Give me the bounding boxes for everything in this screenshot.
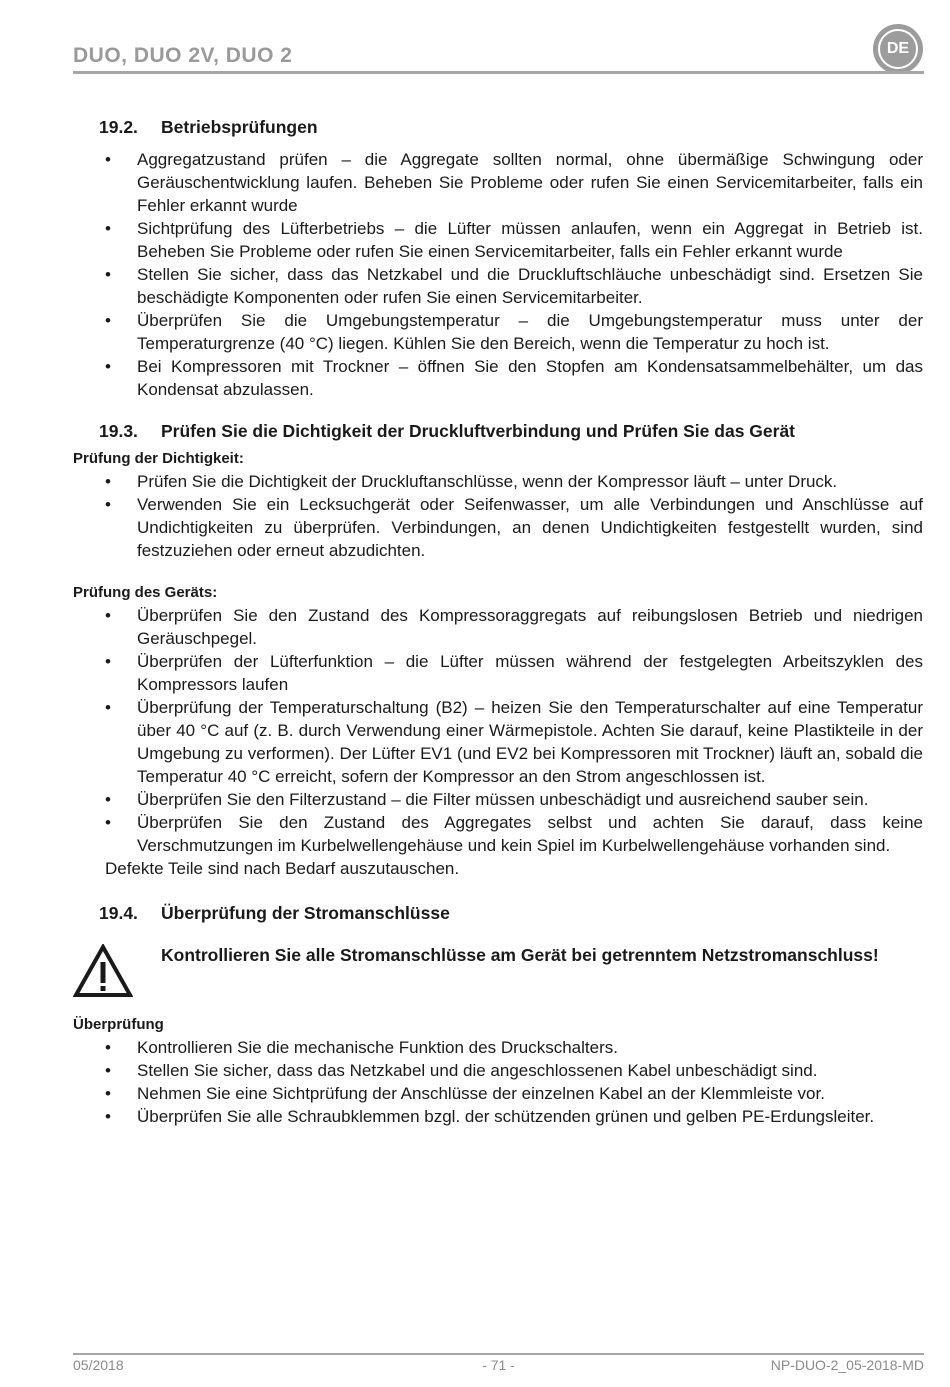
section-heading-19-4 bbox=[73, 900, 923, 926]
list-item: • Überprüfen Sie den Zustand des Kompressoraggregats auf reibungslosen Betrieb und niedrigen Geräuschpegel. bbox=[105, 606, 923, 648]
list-item: • Überprüfen Sie den Filterzustand – die Filter müssen unbeschädigt und ausreichend sauber sein. bbox=[105, 790, 869, 809]
bullet-icon: • bbox=[105, 652, 111, 671]
bullet-icon: • bbox=[105, 698, 111, 717]
list-item: • Aggregatzustand prüfen – die Aggregate sollten normal, ohne übermäßige Schwingung oder Geräuschentwicklung laufen. Beheben Sie Probleme oder rufen Sie einen Servicemitarbeiter, falls ein Fehler erkannt wurde bbox=[105, 150, 923, 215]
bullet-icon: • bbox=[105, 472, 111, 491]
subheading-check: Überprüfung bbox=[73, 1016, 164, 1033]
header-divider bbox=[73, 71, 924, 74]
footer-date: 05/2018 bbox=[73, 1357, 124, 1373]
list-item: • Überprüfen der Lüfterfunktion – die Lüfter müssen während der festgelegten Arbeitszyklen des Kompressors laufen bbox=[105, 652, 923, 694]
warning-box bbox=[73, 944, 923, 1014]
list-item: • Bei Kompressoren mit Trockner – öffnen Sie den Stopfen am Kondensatsammelbehälter, um das Kondensat abzulassen. bbox=[105, 357, 923, 399]
document-id: NP-DUO-2_05-2018-MD bbox=[770, 1357, 924, 1373]
bullet-list-leak-test bbox=[73, 470, 923, 562]
page-number: - 71 - bbox=[482, 1357, 515, 1373]
bullet-icon: • bbox=[105, 219, 111, 238]
bullet-list-device-test bbox=[73, 604, 923, 857]
section-number: 19.2. bbox=[99, 117, 138, 137]
replacement-note: Defekte Teile sind nach Bedarf auszutauschen. bbox=[105, 859, 460, 878]
bullet-icon: • bbox=[105, 606, 111, 625]
header-title: DUO, DUO 2V, DUO 2 bbox=[73, 44, 293, 67]
list-item: • Sichtprüfung des Lüfterbetriebs – die Lüfter müssen anlaufen, wenn ein Aggregat in Betrieb ist. Beheben Sie Probleme oder rufen Sie einen Servicemitarbeiter, falls ein Fehler erkannt wurde bbox=[105, 219, 923, 261]
bullet-icon: • bbox=[105, 790, 111, 809]
footer-divider bbox=[73, 1353, 924, 1355]
bullet-list-19-4 bbox=[73, 1036, 923, 1128]
bullet-icon: • bbox=[105, 311, 111, 330]
bullet-list-19-2 bbox=[73, 148, 923, 401]
bullet-icon: • bbox=[105, 1107, 111, 1126]
bullet-icon: • bbox=[105, 495, 111, 514]
section-heading-19-3 bbox=[73, 418, 923, 444]
language-badge-label: DE bbox=[878, 29, 918, 69]
list-item: • Stellen Sie sicher, dass das Netzkabel und die angeschlossenen Kabel unbeschädigt sind. bbox=[105, 1061, 818, 1080]
section-title: Betriebsprüfungen bbox=[161, 117, 318, 137]
page-content bbox=[73, 114, 923, 1128]
subheading-leak-test: Prüfung der Dichtigkeit: bbox=[73, 450, 244, 467]
bullet-icon: • bbox=[105, 265, 111, 284]
language-badge-icon bbox=[873, 24, 923, 74]
bullet-icon: • bbox=[105, 1084, 111, 1103]
section-title: Überprüfung der Stromanschlüsse bbox=[161, 903, 450, 923]
list-item: • Prüfen Sie die Dichtigkeit der Druckluftanschlüsse, wenn der Kompressor läuft – unter Druck. bbox=[105, 472, 838, 491]
bullet-icon: • bbox=[105, 150, 111, 169]
section-number: 19.3. bbox=[99, 421, 138, 441]
list-item: • Kontrollieren Sie die mechanische Funktion des Druckschalters. bbox=[105, 1038, 618, 1057]
bullet-icon: • bbox=[105, 1038, 111, 1057]
section-number: 19.4. bbox=[99, 903, 138, 923]
list-item: • Stellen Sie sicher, dass das Netzkabel und die Druckluftschläuche unbeschädigt sind. Ersetzen Sie beschädigte Komponenten oder rufen Sie einen Servicemitarbeiter. bbox=[105, 265, 923, 307]
section-heading-19-2 bbox=[73, 114, 923, 140]
warning-text: Kontrollieren Sie alle Stromanschlüsse am Gerät bei getrenntem Netzstromanschluss! bbox=[161, 945, 879, 965]
list-item: • Überprüfung der Temperaturschaltung (B2) – heizen Sie den Temperaturschalter auf eine Temperatur über 40 °C auf (z. B. durch Verwendung einer Wärmepistole. Achten Sie darauf, keine Plastikteile in der Umgebung zu verformen). Der Lüfter EV1 (und EV2 bei Kompressoren mit Trockner) läuft an, sobald die Temperatur 40 °C erreicht, sofern der Kompressor an den Strom angeschlossen ist. bbox=[105, 698, 923, 786]
section-title: Prüfen Sie die Dichtigkeit der Druckluftverbindung und Prüfen Sie das Gerät bbox=[161, 421, 795, 441]
page-header bbox=[73, 40, 923, 80]
bullet-icon: • bbox=[105, 357, 111, 376]
list-item: • Verwenden Sie ein Lecksuchgerät oder Seifenwasser, um alle Verbindungen und Anschlüsse auf Undichtigkeiten zu überprüfen. Verbindungen, an denen Undichtigkeiten festgestellt wurden, sind festzuziehen oder erneut abzudichten. bbox=[105, 495, 923, 560]
list-item: • Überprüfen Sie alle Schraubklemmen bzgl. der schützenden grünen und gelben PE-Erdungsleiter. bbox=[105, 1107, 875, 1126]
list-item: • Überprüfen Sie die Umgebungstemperatur – die Umgebungstemperatur muss unter der Temperaturgrenze (40 °C) liegen. Kühlen Sie den Bereich, wenn die Temperatur zu hoch ist. bbox=[105, 311, 923, 353]
list-item: • Nehmen Sie eine Sichtprüfung der Anschlüsse der einzelnen Kabel an der Klemmleiste vor. bbox=[105, 1084, 825, 1103]
subheading-device-test: Prüfung des Geräts: bbox=[73, 584, 218, 601]
warning-triangle-icon bbox=[73, 944, 133, 998]
bullet-icon: • bbox=[105, 813, 111, 832]
bullet-icon: • bbox=[105, 1061, 111, 1080]
list-item: • Überprüfen Sie den Zustand des Aggregates selbst und achten Sie darauf, dass keine Verschmutzungen im Kurbelwellengehäuse und kein Spiel im Kurbelwellengehäuse vorhanden sind. bbox=[105, 813, 923, 855]
